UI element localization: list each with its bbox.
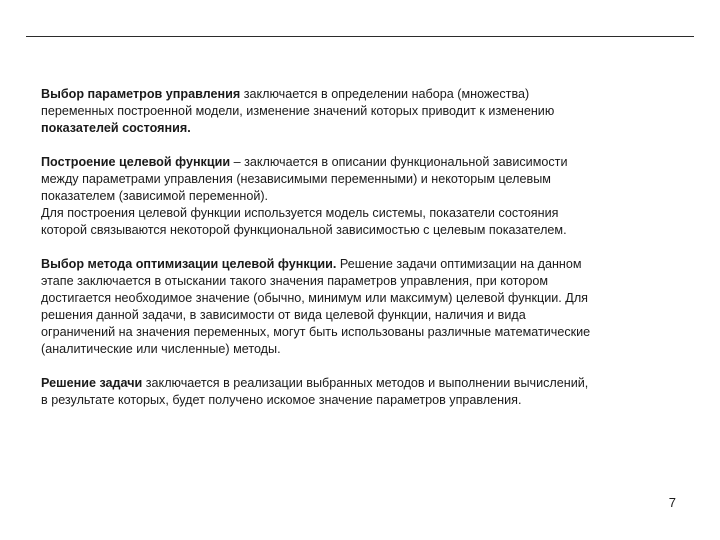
paragraph bbox=[41, 154, 681, 239]
text-line bbox=[41, 273, 681, 290]
body-text: достигается необходимое значение (обычно, минимум или максимум) целевой функции. Для bbox=[41, 291, 589, 305]
text-line bbox=[41, 324, 681, 341]
text-line bbox=[41, 205, 681, 222]
text-line bbox=[41, 307, 681, 324]
bold-term: Построение целевой функции bbox=[41, 155, 231, 169]
body-text: в результате которых, будет получено искомое значение параметров управления. bbox=[41, 393, 522, 407]
text-line bbox=[41, 188, 681, 205]
text-line bbox=[41, 86, 681, 103]
body-text: заключается в определении набора (множества) bbox=[240, 87, 530, 101]
body-text: переменных построенной модели, изменение значений которых приводит к изменению bbox=[41, 104, 555, 118]
text-line bbox=[41, 375, 681, 392]
text-line bbox=[41, 154, 681, 171]
body-text: решения данной задачи, в зависимости от вида целевой функции, наличия и вида bbox=[41, 308, 526, 322]
body-text: Для построения целевой функции используется модель системы, показатели состояния bbox=[41, 206, 559, 220]
text-line bbox=[41, 392, 681, 409]
bold-term: Выбор параметров управления bbox=[41, 87, 241, 101]
text-line bbox=[41, 171, 681, 188]
page-number: 7 bbox=[668, 495, 676, 510]
body-text: этапе заключается в отыскании такого значения параметров управления, при котором bbox=[41, 274, 548, 288]
text-line bbox=[41, 256, 681, 273]
body-text: заключается в реализации выбранных методов и выполнении вычислений, bbox=[142, 376, 589, 390]
text-line bbox=[41, 120, 681, 137]
text-line bbox=[41, 222, 681, 239]
body-text: – заключается в описании функциональной зависимости bbox=[230, 155, 568, 169]
body-text: ограничений на значения переменных, могут быть использованы различные математические bbox=[41, 325, 591, 339]
body-text: между параметрами управления (независимыми переменными) и некоторым целевым bbox=[41, 172, 551, 186]
paragraph bbox=[41, 86, 681, 137]
bold-term: Решение задачи bbox=[41, 376, 143, 390]
bold-term: показателей состояния. bbox=[41, 121, 191, 135]
body-text: показателем (зависимой переменной). bbox=[41, 189, 269, 203]
body-text: Решение задачи оптимизации на данном bbox=[336, 257, 582, 271]
paragraph bbox=[41, 256, 681, 358]
text-line bbox=[41, 290, 681, 307]
body-text: которой связываются некоторой функциональной зависимостью с целевым показателем. bbox=[41, 223, 567, 237]
top-divider bbox=[26, 36, 694, 37]
text-line bbox=[41, 341, 681, 358]
body-text: (аналитические или численные) методы. bbox=[41, 342, 281, 356]
slide-body bbox=[41, 86, 681, 409]
text-line bbox=[41, 103, 681, 120]
paragraph bbox=[41, 375, 681, 409]
bold-term: Выбор метода оптимизации целевой функции. bbox=[41, 257, 337, 271]
